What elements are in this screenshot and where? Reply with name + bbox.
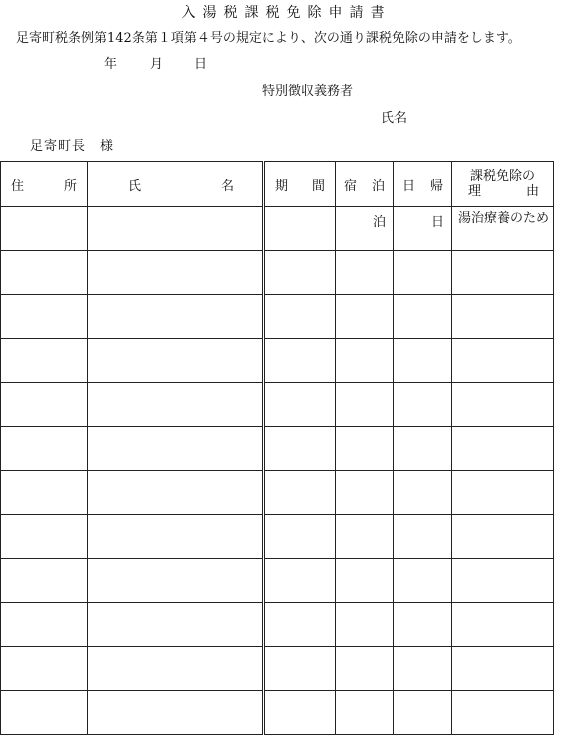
date-month-label: 月 [150,57,164,72]
name-cell[interactable] [88,559,264,603]
table-row [1,515,554,559]
name-cell[interactable] [88,295,264,339]
period-cell[interactable] [264,691,336,735]
name-cell[interactable] [88,207,264,251]
reason-cell[interactable] [452,427,554,471]
reason-cell[interactable] [452,515,554,559]
header-exemption-reason: 課税免除の 理 由 [452,162,554,207]
name-cell[interactable] [88,647,264,691]
period-cell[interactable] [264,251,336,295]
period-cell[interactable] [264,339,336,383]
address-cell[interactable] [1,251,88,295]
table-row [1,207,554,251]
stay-cell[interactable] [336,471,394,515]
table-row [1,559,554,603]
stay-cell[interactable] [336,515,394,559]
table-row [1,691,554,735]
name-cell[interactable] [88,471,264,515]
stay-cell[interactable] [336,295,394,339]
reason-cell[interactable] [452,691,554,735]
reason-cell[interactable] [452,339,554,383]
period-cell[interactable] [264,207,336,251]
name-cell[interactable] [88,515,264,559]
day-trip-cell[interactable] [394,383,452,427]
day-unit-label: 日 [430,215,444,230]
address-cell[interactable] [1,383,88,427]
name-cell[interactable] [88,427,264,471]
reason-cell[interactable] [452,251,554,295]
header-stay: 宿 泊 [336,162,394,207]
intro-statement: 足寄町税条例第142条第１項第４号の規定により、次の通り課税免除の申請をします。 [16,31,521,46]
stay-cell[interactable] [336,207,394,251]
day-trip-cell[interactable] [394,559,452,603]
stay-cell[interactable] [336,427,394,471]
date-day-label: 日 [194,57,208,72]
period-cell[interactable] [264,295,336,339]
header-address: 住 所 [1,162,88,207]
table-row [1,251,554,295]
reason-cell[interactable] [452,647,554,691]
stay-unit-label: 泊 [372,215,386,230]
period-cell[interactable] [264,427,336,471]
day-trip-cell[interactable] [394,207,452,251]
address-cell[interactable] [1,603,88,647]
period-cell[interactable] [264,471,336,515]
table-row [1,383,554,427]
stay-cell[interactable] [336,339,394,383]
day-trip-cell[interactable] [394,339,452,383]
address-cell[interactable] [1,295,88,339]
address-cell[interactable] [1,691,88,735]
table-row [1,471,554,515]
application-table [0,161,554,735]
stay-cell[interactable] [336,603,394,647]
address-cell[interactable] [1,559,88,603]
special-collector-label: 特別徴収義務者 [262,84,354,99]
name-cell[interactable] [88,691,264,735]
table-row [1,603,554,647]
period-cell[interactable] [264,515,336,559]
header-period: 期 間 [264,162,336,207]
header-day-trip: 日 帰 [394,162,452,207]
reason-cell[interactable] [452,295,554,339]
table-row [1,339,554,383]
table-row [1,647,554,691]
address-cell[interactable] [1,647,88,691]
reason-cell[interactable] [452,383,554,427]
day-trip-cell[interactable] [394,603,452,647]
document-title: 入湯税課税免除申請書 [181,5,392,21]
reason-cell[interactable] [452,471,554,515]
day-trip-cell[interactable] [394,251,452,295]
address-cell[interactable] [1,339,88,383]
table-row [1,427,554,471]
period-cell[interactable] [264,603,336,647]
address-cell[interactable] [1,207,88,251]
period-cell[interactable] [264,647,336,691]
stay-cell[interactable] [336,251,394,295]
reason-cell[interactable] [452,207,554,251]
stay-cell[interactable] [336,383,394,427]
stay-cell[interactable] [336,559,394,603]
address-cell[interactable] [1,471,88,515]
reason-cell[interactable] [452,603,554,647]
table-row [1,295,554,339]
applicant-name-label: 氏名 [381,111,408,126]
stay-cell[interactable] [336,647,394,691]
day-trip-cell[interactable] [394,427,452,471]
address-cell[interactable] [1,515,88,559]
day-trip-cell[interactable] [394,647,452,691]
table-header-row [1,162,554,207]
period-cell[interactable] [264,383,336,427]
stay-cell[interactable] [336,691,394,735]
day-trip-cell[interactable] [394,691,452,735]
address-cell[interactable] [1,427,88,471]
period-cell[interactable] [264,559,336,603]
day-trip-cell[interactable] [394,471,452,515]
name-cell[interactable] [88,383,264,427]
day-trip-cell[interactable] [394,515,452,559]
day-trip-cell[interactable] [394,295,452,339]
name-cell[interactable] [88,251,264,295]
name-cell[interactable] [88,339,264,383]
name-cell[interactable] [88,603,264,647]
header-name: 氏 名 [88,162,264,207]
reason-cell[interactable] [452,559,554,603]
reason-text: 湯治療養のため [458,211,550,226]
date-year-label: 年 [104,57,118,72]
addressee: 足寄町長 様 [30,139,115,154]
